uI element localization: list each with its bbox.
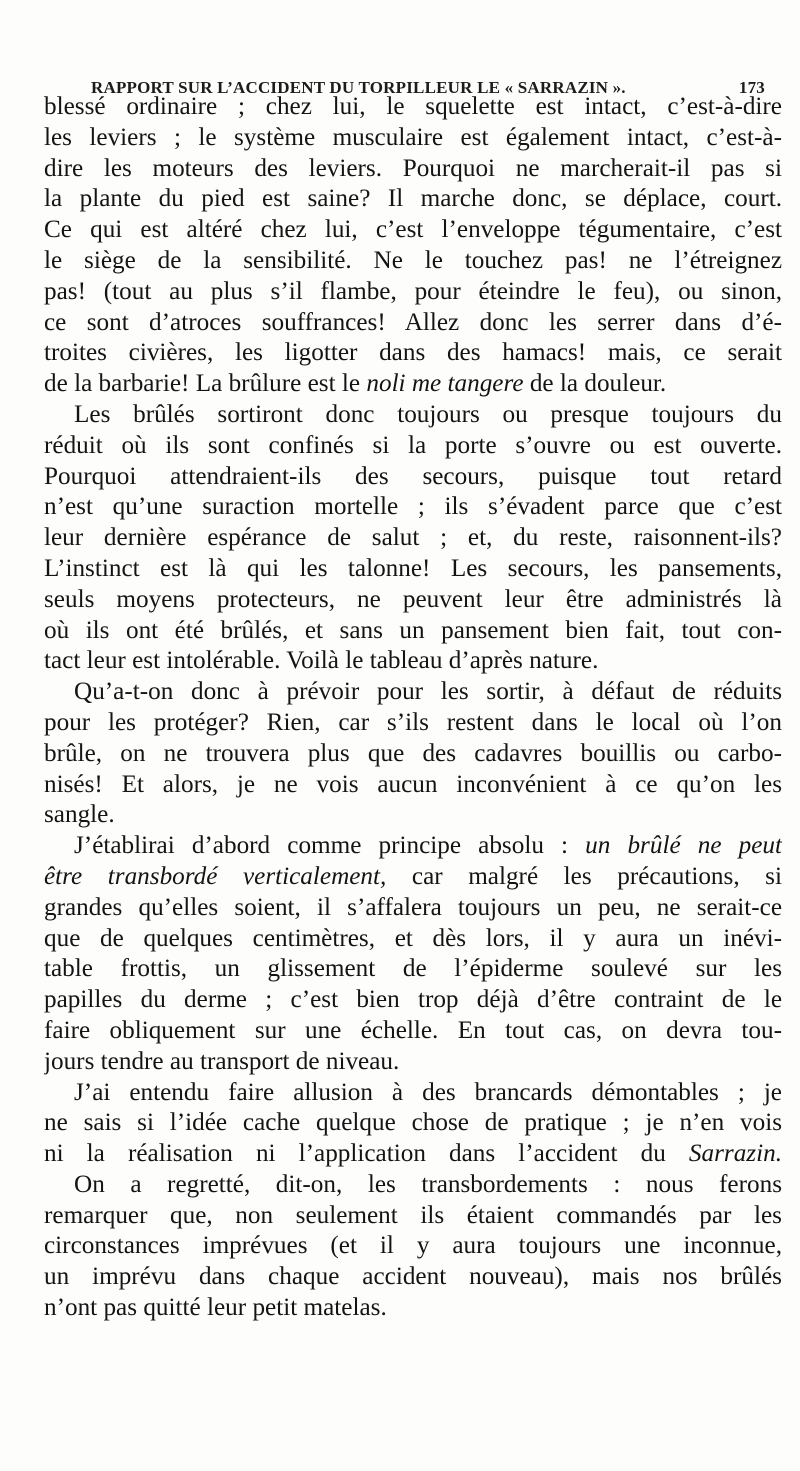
text-line: pas! (tout au plus s’il flambe, pour éteindre le feu), ou sinon, [44, 277, 782, 305]
text-line: Ce qui est altéré chez lui, c’est l’enveloppe tégumentaire, c’est [44, 216, 782, 244]
text-line: tact leur est intolérable. Voilà le tableau d’après nature. [44, 647, 599, 675]
text-line: Les brûlés sortiront donc toujours ou presque toujours du [74, 400, 782, 428]
text-line: papilles du derme ; c’est bien trop déjà d’être contraint de le [44, 986, 782, 1014]
text-line: réduit où ils sont confinés si la porte s’ouvre ou est ouverte. [44, 431, 782, 459]
text-segment: de la barbarie! La brûlure est le [44, 370, 367, 398]
text-segment: de la douleur. [523, 370, 667, 398]
text-segment: car malgré les précautions, si [386, 862, 782, 890]
text-segment: ni la réalisation ni l’application dans l’accident du [44, 1140, 689, 1168]
text-line: les leviers ; le système musculaire est également intact, c’est-à- [44, 123, 782, 151]
page-number: 173 [738, 78, 765, 97]
text-line [44, 369, 782, 400]
text-line: Pourquoi attendraient-ils des secours, puisque tout retard [44, 462, 782, 490]
text-line: un imprévu dans chaque accident nouveau), mais nos brûlés [44, 1263, 782, 1291]
text-line: nisés! Et alors, je ne vois aucun inconvénient à ce qu’on les [44, 770, 782, 798]
text-line: n’est qu’une suraction mortelle ; ils s’évadent parce que c’est [44, 493, 782, 521]
text-line: dire les moteurs des leviers. Pourquoi ne marcherait-il pas si [44, 154, 782, 182]
text-line: remarquer que, non seulement ils étaient commandés par les [44, 1201, 782, 1229]
text-line: que de quelques centimètres, et dès lors, il y aura un inévi- [44, 924, 782, 952]
text-line [44, 862, 782, 893]
text-line: pour les protéger? Rien, car s’ils restent dans le local où l’on [44, 708, 782, 736]
text-line: sangle. [44, 801, 115, 829]
italic-phrase: être transbordé verticalement, [44, 862, 387, 890]
text-line: le siège de la sensibilité. Ne le touchez pas! ne l’étreignez [44, 246, 782, 274]
text-line: faire obliquement sur une échelle. En tout cas, on devra tou- [44, 1016, 782, 1044]
text-line: circonstances imprévues (et il y aura toujours une inconnue, [44, 1232, 782, 1260]
text-line: n’ont pas quitté leur petit matelas. [44, 1294, 387, 1322]
text-segment: J’établirai d’abord comme principe absolu : [74, 832, 586, 860]
text-line: jours tendre au transport de niveau. [44, 1047, 400, 1075]
text-line: table frottis, un glissement de l’épiderme soulevé sur les [44, 955, 782, 983]
text-line [44, 1139, 782, 1170]
text-line: troites civières, les ligotter dans des hamacs! mais, ce serait [44, 339, 782, 367]
text-line: où ils ont été brûlés, et sans un pansement bien fait, tout con- [44, 616, 782, 644]
running-title: RAPPORT SUR L’ACCIDENT DU TORPILLEUR LE « SARRAZIN ». [91, 78, 626, 97]
italic-phrase: un brûlé ne peut [585, 832, 782, 860]
text-line: grandes qu’elles soient, il s’affalera toujours un peu, ne serait-ce [44, 893, 782, 921]
text-line: leur dernière espérance de salut ; et, du reste, raisonnent-ils? [44, 524, 782, 552]
text-line: On a regretté, dit-on, les transbordements : nous ferons [74, 1170, 782, 1198]
text-line: seuls moyens protecteurs, ne peuvent leur être administrés là [44, 585, 782, 613]
text-line: ne sais si l’idée cache quelque chose de pratique ; je n’en vois [44, 1109, 782, 1137]
text-line: Qu’a-t-on donc à prévoir pour les sortir, à défaut de réduits [74, 678, 782, 706]
text-line: brûle, on ne trouvera plus que des cadavres bouillis ou carbo- [44, 739, 782, 767]
italic-phrase: noli me tangere [366, 370, 524, 398]
italic-phrase: Sarrazin. [688, 1140, 782, 1168]
text-line: blessé ordinaire ; chez lui, le squelette est intact, c’est-à-dire [44, 93, 782, 120]
text-line [44, 831, 782, 862]
text-line: L’instinct est là qui les talonne! Les secours, les pansements, [44, 554, 782, 582]
body-text [44, 92, 782, 1324]
text-line: J’ai entendu faire allusion à des brancards démontables ; je [74, 1078, 782, 1106]
text-line: la plante du pied est saine? Il marche donc, se déplace, court. [44, 185, 782, 213]
text-line: ce sont d’atroces souffrances! Allez donc les serrer dans d’é- [44, 308, 782, 336]
